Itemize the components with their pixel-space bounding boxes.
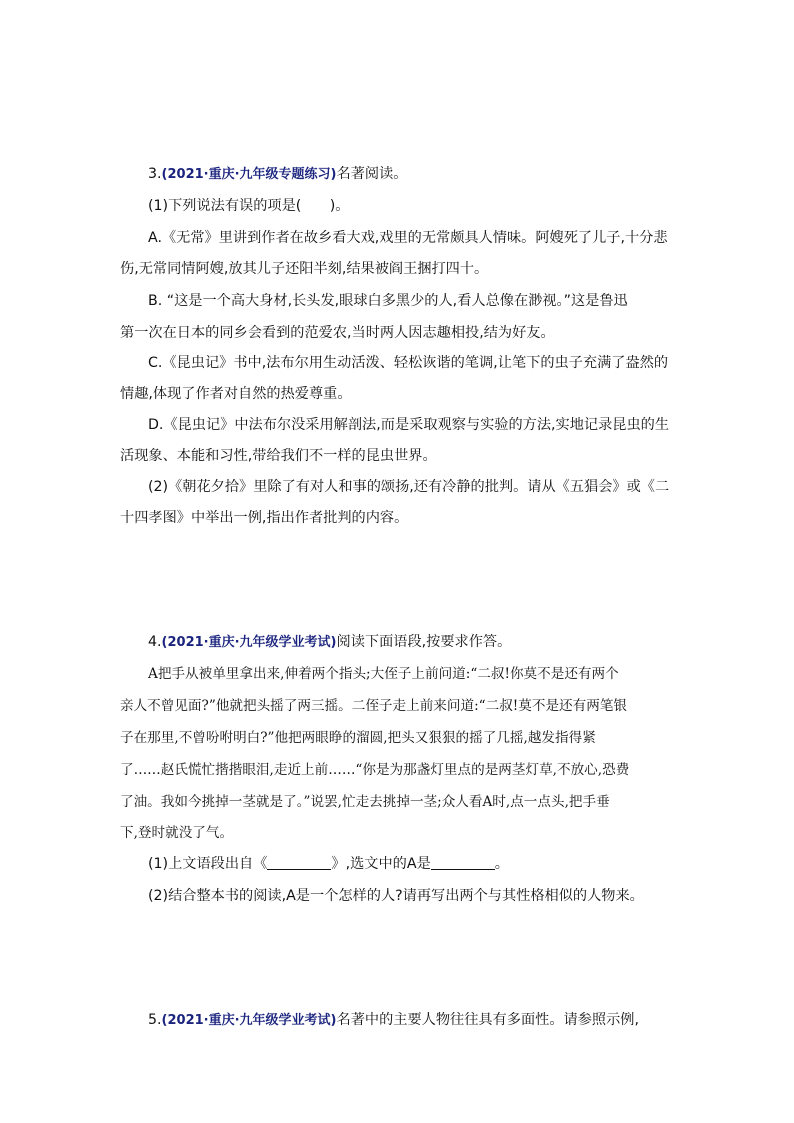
- q3-option-d-line1: D.《昆虫记》中法布尔没采用解剖法,而是采取观察与实验的方法,实地记录昆虫的生: [148, 417, 670, 433]
- q3-number: 3.: [148, 166, 162, 182]
- q3-option-b-line2: 第一次在日本的同乡会看到的范爱农,当时两人因志趣相投,结为好友。: [120, 325, 555, 341]
- answer-blank-book[interactable]: [267, 855, 331, 870]
- q5-source: (2021·重庆·九年级学业考试): [161, 1013, 337, 1028]
- q4-passage-line4: 了……赵氏慌忙揩揩眼泪,走近上前……“你是为那盏灯里点的是两茎灯草,不放心,恐费: [120, 762, 630, 778]
- q3-option-c-line1: C.《昆虫记》书中,法布尔用生动活泼、轻松诙谐的笔调,让笔下的虫子充满了盎然的: [148, 355, 669, 371]
- q5-prompt: 名著中的主要人物往往具有多面性。请参照示例,: [336, 1012, 639, 1028]
- q5-header: [148, 1010, 639, 1031]
- q4-passage-line5: 了油。我如今挑掉一茎就是了。”说罢,忙走去挑掉一茎;众人看A时,点一点头,把手垂: [120, 794, 610, 810]
- q3-sub2-line2: 十四孝图》中举出一例,指出作者批判的内容。: [120, 510, 409, 526]
- q3-sub1: (1)下列说法有误的项是( )。: [148, 198, 350, 214]
- q3-sub2-line1: (2)《朝花夕拾》里除了有对人和事的颂扬,还有冷静的批判。请从《五猖会》或《二: [148, 479, 670, 495]
- q3-option-b-line1: B. “这是一个高大身材,长头发,眼球白多黑少的人,看人总像在渺视。”这是鲁迅: [148, 293, 628, 309]
- q3-prompt: 名著阅读。: [336, 166, 408, 182]
- q4-sub2: (2)结合整本书的阅读,A是一个怎样的人?请再写出两个与其性格相似的人物来。: [148, 888, 644, 904]
- q3-option-a-line1: A.《无常》里讲到作者在故乡看大戏,戏里的无常颇具人情味。阿嫂死了儿子,十分悲: [148, 230, 668, 246]
- q4-passage-line6: 下,登时就没了气。: [120, 825, 234, 841]
- q4-passage-line2: 亲人不曾见面?”他就把头摇了两三摇。二侄子走上前来问道:“二叔!莫不是还有两笔银: [120, 698, 628, 714]
- q4-source: (2021·重庆·九年级学业考试): [161, 635, 337, 650]
- q4-passage-line1: A把手从被单里拿出来,伸着两个指头;大侄子上前问道:“二叔!你莫不是还有两个: [148, 666, 619, 682]
- q3-header: [148, 164, 407, 185]
- q4-prompt: 阅读下面语段,按要求作答。: [336, 634, 512, 650]
- q5-number: 5.: [148, 1012, 162, 1028]
- q4-header: [148, 632, 511, 653]
- q3-option-d-line2: 活现象、本能和习性,带给我们不一样的昆虫世界。: [120, 448, 437, 464]
- q4-sub1: (1)上文语段出自《 》,选文中的A是 。: [148, 856, 509, 872]
- q3-option-a-line2: 伤,无常同情阿嫂,放其儿子还阳半刻,结果被阎王捆打四十。: [120, 261, 489, 277]
- answer-blank-character[interactable]: [431, 855, 495, 870]
- q4-number: 4.: [148, 634, 162, 650]
- q3-source: (2021·重庆·九年级专题练习): [161, 167, 337, 182]
- q3-option-c-line2: 情趣,体现了作者对自然的热爱尊重。: [120, 386, 352, 402]
- q4-passage-line3: 子在那里,不曾吩咐明白?”他把两眼睁的溜圆,把头又狠狠的摇了几摇,越发指得紧: [120, 730, 596, 746]
